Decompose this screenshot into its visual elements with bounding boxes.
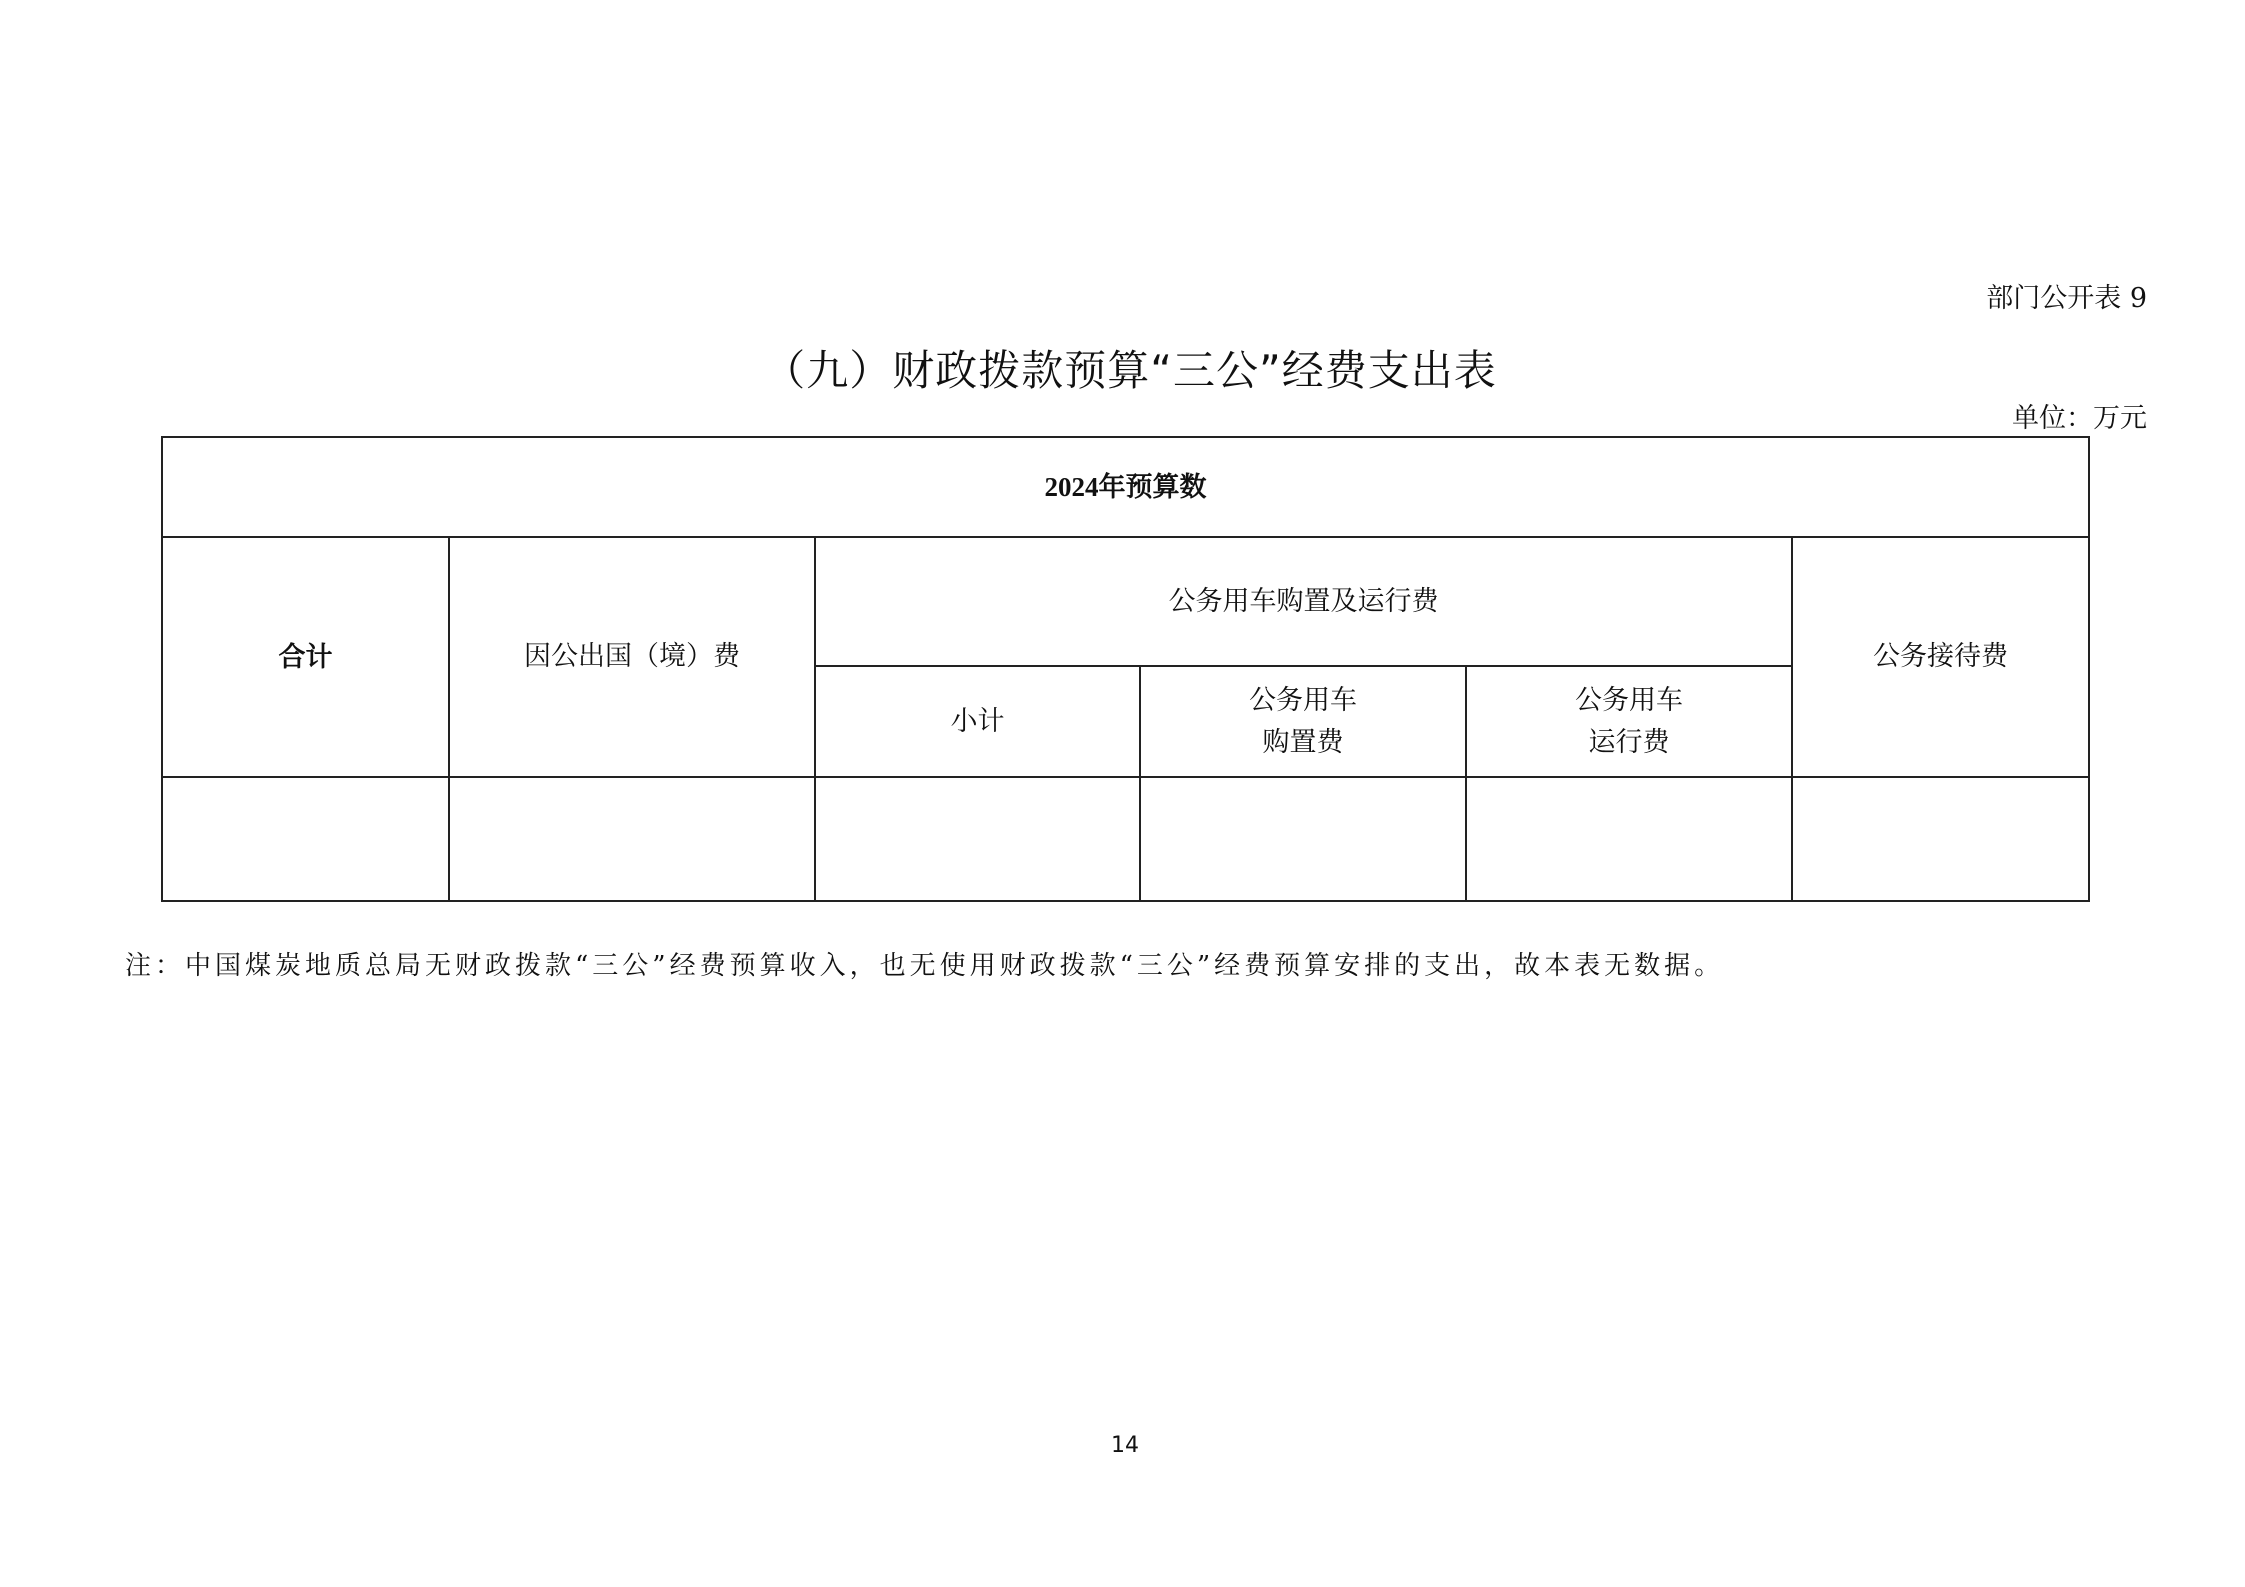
budget-table bbox=[161, 436, 2090, 902]
col-total: 合计 bbox=[162, 537, 449, 777]
col-subtotal: 小计 bbox=[815, 666, 1140, 777]
col-vehicle-purchase-line2: 购置费 bbox=[1262, 726, 1344, 758]
footnote: 注：中国煤炭地质总局无财政拨款“三公”经费预算收入，也无使用财政拨款“三公”经费预算安排的支出，故本表无数据。 bbox=[125, 951, 1725, 981]
group-header: 2024年预算数 bbox=[162, 437, 2089, 537]
col-vehicle-purchase bbox=[1140, 666, 1466, 777]
page-number: 14 bbox=[1111, 1433, 1139, 1458]
col-reception: 公务接待费 bbox=[1792, 537, 2089, 777]
table-cell bbox=[815, 777, 1140, 901]
col-overseas: 因公出国（境）费 bbox=[449, 537, 815, 777]
page-title: （九）财政拨款预算“三公”经费支出表 bbox=[763, 346, 1497, 395]
table-cell bbox=[449, 777, 815, 901]
table-cell bbox=[1140, 777, 1466, 901]
table-cell bbox=[1792, 777, 2089, 901]
col-vehicle-operation-line1: 公务用车 bbox=[1575, 684, 1683, 716]
table-tag: 部门公开表 9 bbox=[1986, 283, 2147, 314]
unit-label: 单位：万元 bbox=[2012, 403, 2147, 434]
table-cell bbox=[162, 777, 449, 901]
table-cell bbox=[1466, 777, 1792, 901]
col-vehicle-purchase-line1: 公务用车 bbox=[1249, 684, 1357, 716]
col-vehicle-operation-line2: 运行费 bbox=[1588, 726, 1670, 758]
col-vehicle-group: 公务用车购置及运行费 bbox=[815, 537, 1792, 666]
col-vehicle-operation bbox=[1466, 666, 1792, 777]
table-row bbox=[162, 777, 2089, 901]
